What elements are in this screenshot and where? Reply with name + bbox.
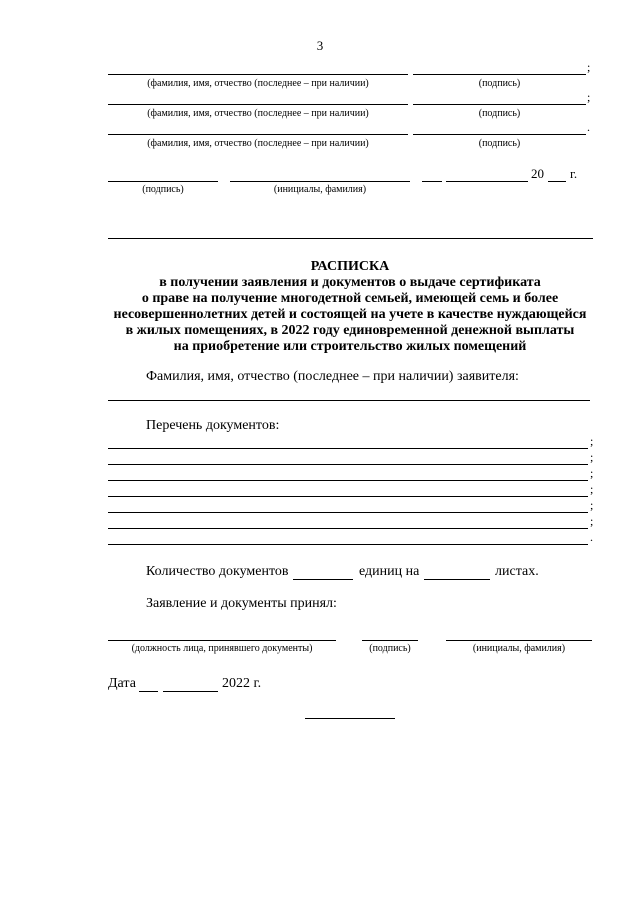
- applicant-name-line: [108, 400, 590, 401]
- page-number: 3: [316, 38, 324, 53]
- signature-caption: (подпись): [478, 78, 521, 89]
- receipt-subtitle-line: на приобретение или строительство жилых помещений: [173, 339, 527, 354]
- signature-line: [413, 104, 586, 105]
- name-line: [108, 134, 408, 135]
- year-line: [548, 181, 566, 182]
- signature-caption: (подпись): [478, 108, 521, 119]
- sheets-line: [424, 579, 490, 580]
- count-units: единиц на: [359, 564, 420, 579]
- count-line: [293, 579, 353, 580]
- document-line: [108, 528, 588, 529]
- document-line: [108, 448, 588, 449]
- name-line: [108, 74, 408, 75]
- line-end: ;: [590, 466, 594, 480]
- document-line: [108, 512, 588, 513]
- section-divider: [108, 238, 593, 239]
- document-line: [108, 480, 588, 481]
- signature-line: [362, 640, 418, 641]
- date-month-line: [163, 691, 218, 692]
- signature-line: [413, 134, 586, 135]
- line-end: .: [587, 120, 590, 134]
- line-end: ;: [590, 434, 594, 448]
- line-end: ;: [587, 60, 591, 74]
- documents-label: Перечень документов:: [146, 418, 280, 433]
- line-end: .: [590, 530, 593, 544]
- day-line: [422, 181, 442, 182]
- applicant-label: Фамилия, имя, отчество (последнее – при наличии) заявителя:: [146, 369, 519, 384]
- document-line: [108, 496, 588, 497]
- receipt-title: РАСПИСКА: [310, 259, 390, 274]
- receipt-heading: [100, 259, 600, 275]
- receipt-subtitle-line: о праве на получение многодетной семьей, имеющей семь и более: [141, 291, 559, 306]
- position-line: [108, 640, 336, 641]
- line-end: ;: [590, 482, 594, 496]
- line-end: ;: [590, 514, 594, 528]
- receipt-subtitle: [100, 275, 600, 355]
- document-line: [108, 544, 588, 545]
- year-suffix: г.: [570, 166, 578, 181]
- signature-line: [413, 74, 586, 75]
- line-end: ;: [587, 90, 591, 104]
- date-day-line: [139, 691, 158, 692]
- date-label: Дата: [108, 676, 136, 691]
- position-caption: (должность лица, принявшего документы): [131, 643, 313, 654]
- initials-line: [446, 640, 592, 641]
- end-mark: [305, 718, 395, 719]
- applicant-initials-line: [230, 181, 410, 182]
- receipt-subtitle-line: в жилых помещениях, в 2022 году единовременной денежной выплаты: [125, 323, 575, 338]
- year-prefix: 20: [531, 166, 544, 181]
- receipt-subtitle-line: несовершеннолетних детей и состоящей на учете в качестве нуждающейся: [113, 307, 587, 322]
- signature-caption: (подпись): [478, 138, 521, 149]
- line-end: ;: [590, 450, 594, 464]
- receipt-subtitle-line: в получении заявления и документов о выдаче сертификата: [159, 275, 541, 290]
- month-line: [446, 181, 528, 182]
- count-label: Количество документов: [146, 564, 289, 579]
- applicant-signature-caption: (подпись): [142, 184, 184, 195]
- applicant-signature-line: [108, 181, 218, 182]
- name-caption: (фамилия, имя, отчество (последнее – при наличии): [147, 138, 369, 149]
- document-line: [108, 464, 588, 465]
- count-sheets: листах.: [495, 564, 539, 579]
- name-caption: (фамилия, имя, отчество (последнее – при наличии): [147, 78, 369, 89]
- name-line: [108, 104, 408, 105]
- applicant-initials-caption: (инициалы, фамилия): [273, 184, 367, 195]
- initials-caption: (инициалы, фамилия): [472, 643, 566, 654]
- accepted-label: Заявление и документы принял:: [146, 596, 337, 611]
- name-caption: (фамилия, имя, отчество (последнее – при наличии): [147, 108, 369, 119]
- date-year: 2022 г.: [222, 676, 262, 691]
- signature-caption: (подпись): [369, 643, 411, 654]
- line-end: ;: [590, 498, 594, 512]
